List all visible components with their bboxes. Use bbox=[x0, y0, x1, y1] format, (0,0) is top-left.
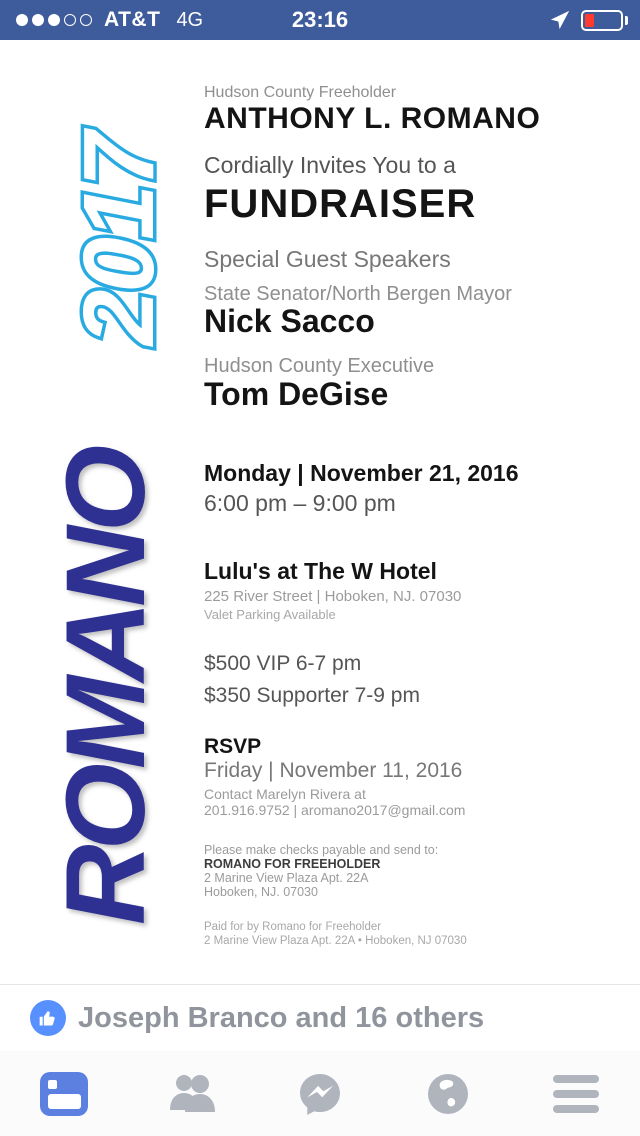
signal-dot-icon bbox=[80, 14, 92, 26]
signal-dot-icon bbox=[48, 14, 60, 26]
tab-news-feed[interactable] bbox=[0, 1051, 128, 1136]
paid-for-line2: 2 Marine View Plaza Apt. 22A • Hoboken, NJ 07030 bbox=[204, 935, 467, 947]
price-vip: $500 VIP 6-7 pm bbox=[204, 652, 362, 675]
likes-row[interactable] bbox=[0, 984, 640, 1052]
status-bar bbox=[0, 0, 640, 40]
banner-year-graphic bbox=[48, 90, 188, 390]
event-type: FUNDRAISER bbox=[204, 182, 477, 226]
paid-for-line1: Paid for by Romano for Freeholder bbox=[204, 921, 382, 933]
signal-dot-icon bbox=[32, 14, 44, 26]
tab-messenger[interactable] bbox=[256, 1051, 384, 1136]
signal-dot-icon bbox=[64, 14, 76, 26]
rsvp-heading: RSVP bbox=[204, 735, 262, 758]
checks-line: Please make checks payable and send to: bbox=[204, 843, 439, 857]
thumbs-up-icon bbox=[38, 1008, 58, 1028]
speaker2-title: Hudson County Executive bbox=[204, 355, 435, 377]
speakers-heading: Special Guest Speakers bbox=[204, 246, 451, 272]
battery-cap-icon bbox=[625, 16, 628, 25]
clock-label: 23:16 bbox=[291, 7, 349, 32]
location-arrow-icon bbox=[549, 9, 571, 31]
price-supporter: $350 Supporter 7-9 pm bbox=[204, 684, 420, 707]
network-type-label: 4G bbox=[176, 8, 204, 31]
checks-address1: 2 Marine View Plaza Apt. 22A bbox=[204, 871, 369, 885]
event-time: 6:00 pm – 9:00 pm bbox=[204, 490, 396, 516]
rsvp-contact-line2: 201.916.9752 | aromano2017@gmail.com bbox=[204, 802, 466, 818]
banner-name-graphic: ROMANO bbox=[42, 450, 168, 926]
hamburger-menu-icon bbox=[553, 1075, 599, 1113]
status-icons-group bbox=[549, 0, 628, 40]
event-date: Monday | November 21, 2016 bbox=[204, 460, 519, 486]
speaker1-name: Nick Sacco bbox=[204, 303, 375, 339]
tab-friend-requests[interactable] bbox=[128, 1051, 256, 1136]
signal-carrier-group bbox=[16, 0, 203, 40]
battery-icon bbox=[581, 10, 623, 31]
invite-line: Cordially Invites You to a bbox=[204, 152, 456, 178]
globe-icon bbox=[424, 1070, 472, 1118]
flyer-image[interactable] bbox=[0, 40, 640, 984]
venue-name: Lulu's at The W Hotel bbox=[204, 558, 437, 584]
venue-note: Valet Parking Available bbox=[204, 607, 336, 622]
speaker1-title: State Senator/North Bergen Mayor bbox=[204, 283, 512, 305]
checks-address2: Hoboken, NJ. 07030 bbox=[204, 885, 318, 899]
rsvp-date: Friday | November 11, 2016 bbox=[204, 759, 463, 782]
checks-payee: ROMANO FOR FREEHOLDER bbox=[204, 857, 381, 871]
likes-summary: Joseph Branco and 16 others bbox=[78, 1001, 485, 1034]
signal-dot-icon bbox=[16, 14, 28, 26]
messenger-icon bbox=[296, 1070, 344, 1118]
tab-notifications[interactable] bbox=[384, 1051, 512, 1136]
speaker2-name: Tom DeGise bbox=[204, 376, 389, 412]
tab-bar bbox=[0, 1051, 640, 1136]
venue-address: 225 River Street | Hoboken, NJ. 07030 bbox=[204, 588, 462, 605]
intro-label: Hudson County Freeholder bbox=[204, 84, 397, 101]
banner-year-text: 2017 bbox=[63, 134, 175, 346]
friends-icon bbox=[165, 1072, 219, 1116]
news-feed-icon bbox=[40, 1072, 88, 1116]
rsvp-contact-line1: Contact Marelyn Rivera at bbox=[204, 786, 366, 802]
carrier-label: AT&T bbox=[104, 8, 161, 31]
host-name: ANTHONY L. ROMANO bbox=[204, 102, 541, 135]
tab-more[interactable] bbox=[512, 1051, 640, 1136]
like-badge bbox=[30, 1000, 66, 1036]
